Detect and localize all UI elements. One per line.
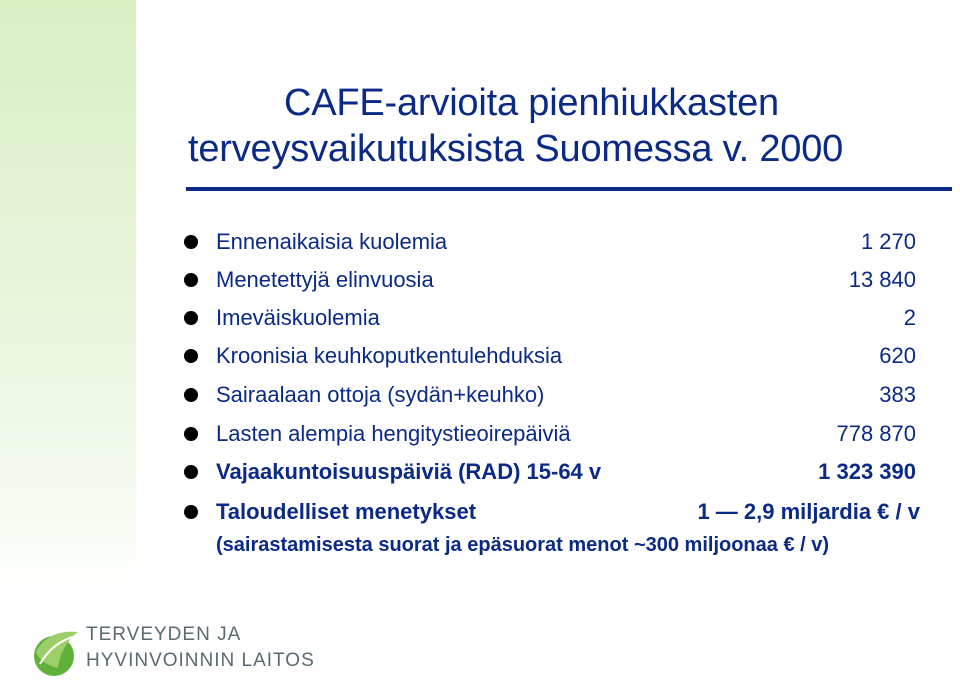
footnote: (sairastamisesta suorat ja epäsuorat menot ~300 miljoonaa € / v) — [216, 534, 830, 556]
list-item — [184, 264, 924, 296]
item-label: Menetettyjä elinvuosia — [216, 267, 434, 292]
bullet-icon — [184, 273, 198, 287]
bullet-icon — [184, 349, 198, 363]
slide-title-line-1: CAFE-arvioita pienhiukkasten — [284, 82, 779, 124]
item-value: 778 870 — [836, 421, 916, 446]
item-label: Vajaakuntoisuuspäiviä (RAD) 15-64 v — [216, 459, 602, 484]
item-value: 13 840 — [848, 267, 916, 292]
item-value: 383 — [879, 382, 916, 407]
bullet-icon — [184, 427, 198, 441]
list-item — [184, 418, 924, 450]
item-value: 620 — [879, 343, 916, 368]
list-item — [184, 379, 924, 411]
title-underline — [186, 187, 952, 191]
item-label: Kroonisia keuhkoputkentulehduksia — [216, 343, 563, 368]
item-label: Lasten alempia hengitystieoirepäiviä — [216, 421, 571, 446]
item-value: 1 270 — [860, 229, 916, 254]
bullet-icon — [184, 235, 198, 249]
green-side-band — [0, 0, 136, 600]
thl-logo — [30, 616, 330, 688]
logo-text-line-2: HYVINVOINNIN LAITOS — [86, 650, 315, 671]
item-value: 2 — [903, 305, 916, 330]
leaf-icon — [30, 618, 86, 682]
bullet-icon — [184, 388, 198, 402]
bullet-icon — [184, 465, 198, 479]
slide-title-line-2: terveysvaikutuksista Suomessa v. 2000 — [188, 128, 844, 170]
list-item — [184, 496, 924, 528]
list-item — [184, 456, 924, 488]
list-item — [184, 226, 924, 258]
item-label: Sairaalaan ottoja (sydän+keuhko) — [216, 382, 545, 407]
bullet-icon — [184, 505, 198, 519]
bullet-icon — [184, 311, 198, 325]
item-label: Taloudelliset menetykset — [216, 499, 477, 524]
item-label: Imeväiskuolemia — [216, 305, 380, 330]
slide-title — [188, 80, 948, 172]
list-item — [184, 340, 924, 372]
logo-text-line-1: TERVEYDEN JA — [86, 624, 242, 645]
item-value: 1 — 2,9 miljardia € / v — [697, 499, 920, 524]
item-value: 1 323 390 — [818, 459, 916, 484]
list-item — [184, 302, 924, 334]
item-label: Ennenaikaisia kuolemia — [216, 229, 448, 254]
